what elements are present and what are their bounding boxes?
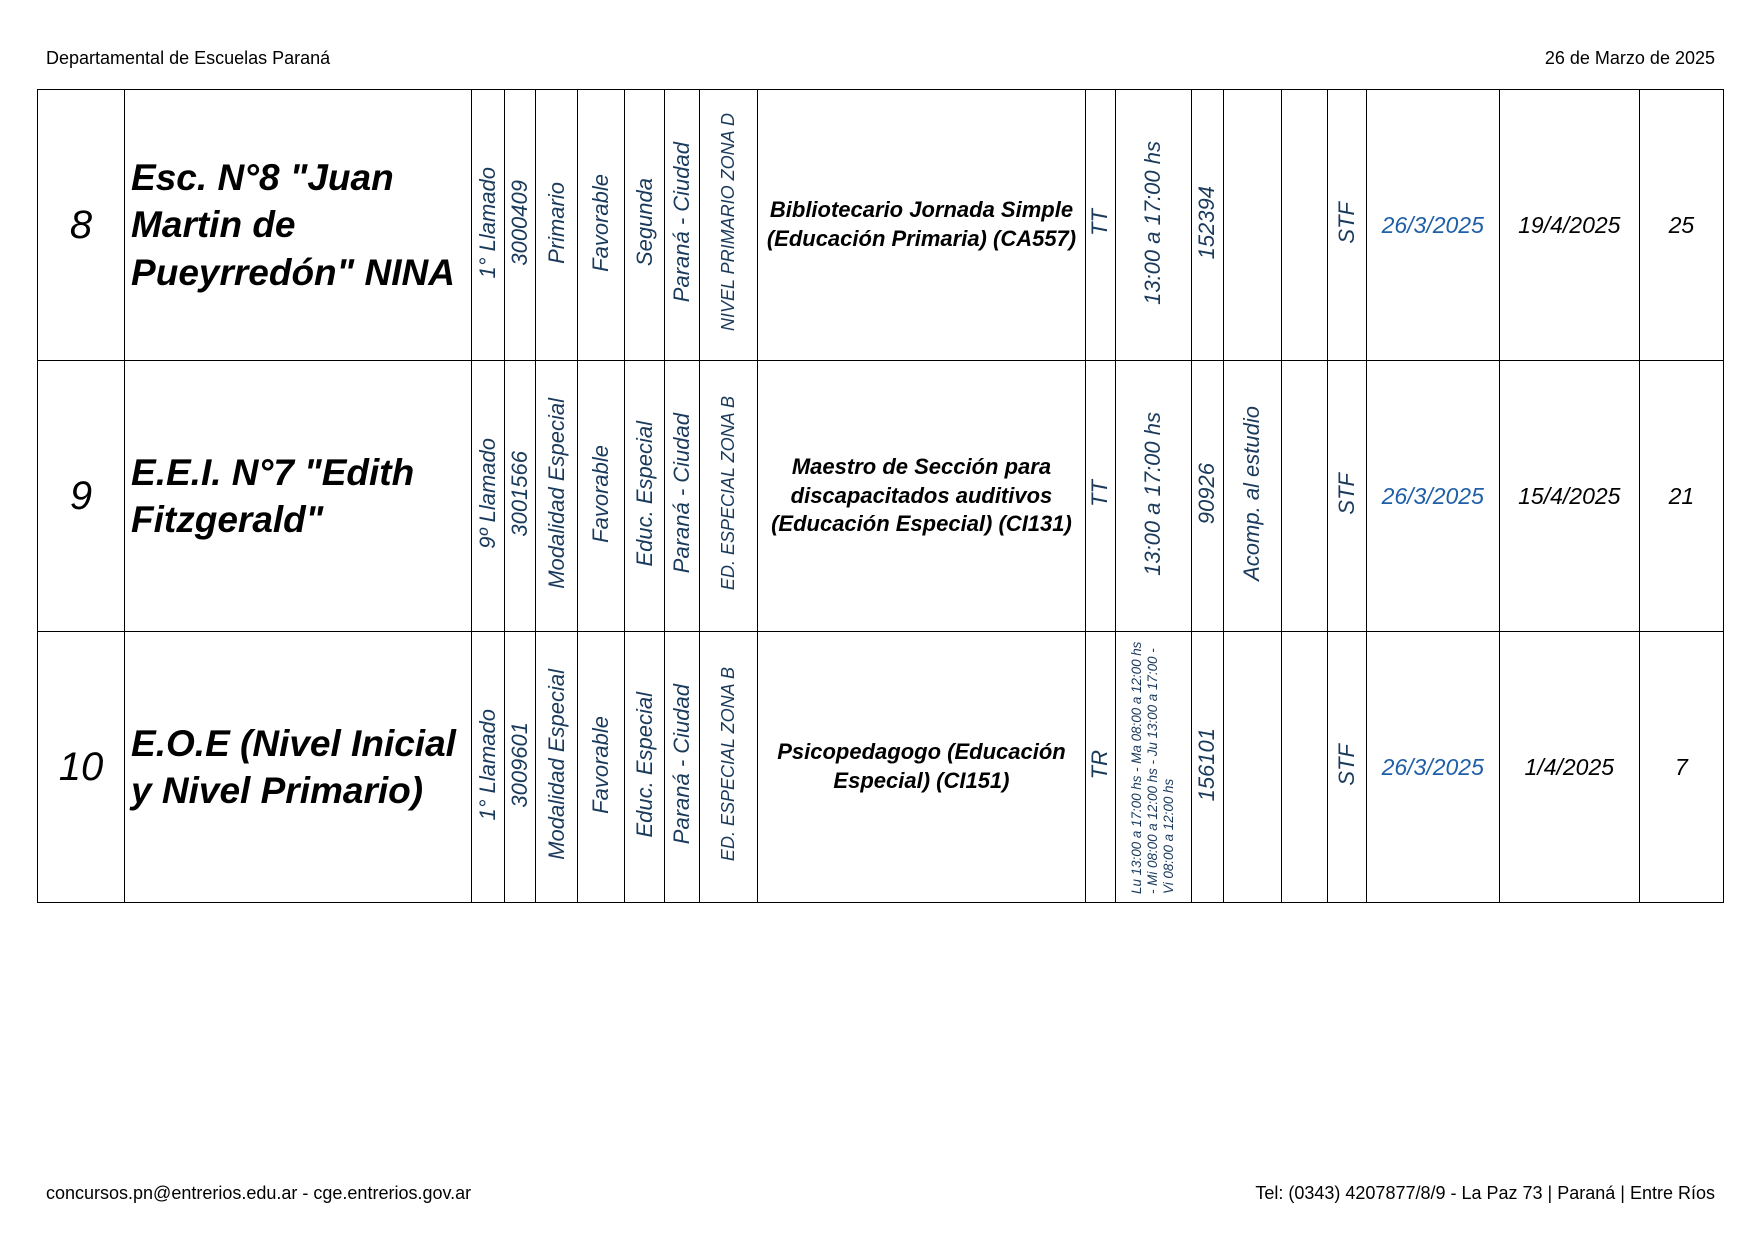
- row-number: 9: [38, 361, 125, 632]
- observation: Acomp. al estudio: [1239, 406, 1265, 581]
- footer-contact-email: concursos.pn@entrerios.edu.ar - cge.entrerios.gov.ar: [46, 1183, 472, 1203]
- shift: TR: [1087, 749, 1113, 780]
- footer-contact-phone: Tel: (0343) 4207877/8/9 - La Paz 73 | Paraná | Entre Ríos: [1255, 1183, 1715, 1203]
- vacancies-table: [37, 89, 1724, 903]
- table-row: [38, 90, 1724, 361]
- header-date: 26 de Marzo de 2025: [1544, 48, 1715, 68]
- situation: STF: [1333, 743, 1359, 786]
- publication-date: 26/3/2025: [1366, 632, 1499, 903]
- category: Segunda: [631, 178, 657, 267]
- schedule: 13:00 a 17:00 hs: [1140, 411, 1166, 576]
- schedule: Lu 13:00 a 17:00 hs - Ma 08:00 a 12:00 hs - Mi 08:00 a 12:00 hs - Ju 13:00 a 17:00 - Vi 08:00 a 12:00 hs: [1128, 641, 1177, 894]
- locality: Paraná - Ciudad: [669, 413, 695, 574]
- shift: TT: [1087, 480, 1113, 507]
- establishment-code: 3000409: [507, 179, 533, 266]
- zone: ED. ESPECIAL ZONA B: [718, 667, 739, 862]
- position-id: 90926: [1194, 462, 1220, 525]
- row-number: 10: [38, 632, 125, 903]
- shift: TT: [1087, 209, 1113, 236]
- publication-date: 26/3/2025: [1366, 90, 1499, 361]
- zone-type: Favorable: [588, 173, 614, 272]
- category: Educ. Especial: [631, 420, 657, 567]
- table-row: [38, 361, 1724, 632]
- position-id: 156101: [1194, 727, 1220, 802]
- zone: ED. ESPECIAL ZONA B: [718, 396, 739, 591]
- position-title: Psicopedagogo (Educación Especial) (CI151): [758, 632, 1085, 903]
- zone: NIVEL PRIMARIO ZONA D: [718, 113, 739, 332]
- establishment-code: 3001566: [507, 450, 533, 537]
- situation: STF: [1333, 472, 1359, 515]
- publication-date: 26/3/2025: [1366, 361, 1499, 632]
- position-id: 152394: [1194, 185, 1220, 260]
- level: Modalidad Especial: [543, 398, 569, 589]
- position-title: Bibliotecario Jornada Simple (Educación Primaria) (CA557): [758, 90, 1085, 361]
- position-title: Maestro de Sección para discapacitados auditivos (Educación Especial) (CI131): [758, 361, 1085, 632]
- llamado: 9º Llamado: [475, 438, 501, 549]
- end-date: 15/4/2025: [1499, 361, 1639, 632]
- level: Modalidad Especial: [543, 669, 569, 860]
- table-row: [38, 632, 1724, 903]
- establishment-code: 3009601: [507, 721, 533, 808]
- days-count: 7: [1639, 632, 1723, 903]
- locality: Paraná - Ciudad: [669, 684, 695, 845]
- school-name: Esc. N°8 "Juan Martin de Pueyrredón" NINA: [125, 90, 472, 361]
- schedule: 13:00 a 17:00 hs: [1140, 140, 1166, 305]
- situation: STF: [1333, 201, 1359, 244]
- level: Primario: [543, 181, 569, 264]
- row-number: 8: [38, 90, 125, 361]
- category: Educ. Especial: [631, 691, 657, 838]
- zone-type: Favorable: [588, 444, 614, 543]
- days-count: 21: [1639, 361, 1723, 632]
- school-name: E.O.E (Nivel Inicial y Nivel Primario): [125, 632, 472, 903]
- locality: Paraná - Ciudad: [669, 142, 695, 303]
- school-name: E.E.I. N°7 "Edith Fitzgerald": [125, 361, 472, 632]
- zone-type: Favorable: [588, 715, 614, 814]
- header-institution: Departamental de Escuelas Paraná: [46, 48, 331, 68]
- end-date: 1/4/2025: [1499, 632, 1639, 903]
- end-date: 19/4/2025: [1499, 90, 1639, 361]
- days-count: 25: [1639, 90, 1723, 361]
- llamado: 1° Llamado: [475, 708, 501, 821]
- llamado: 1° Llamado: [475, 166, 501, 279]
